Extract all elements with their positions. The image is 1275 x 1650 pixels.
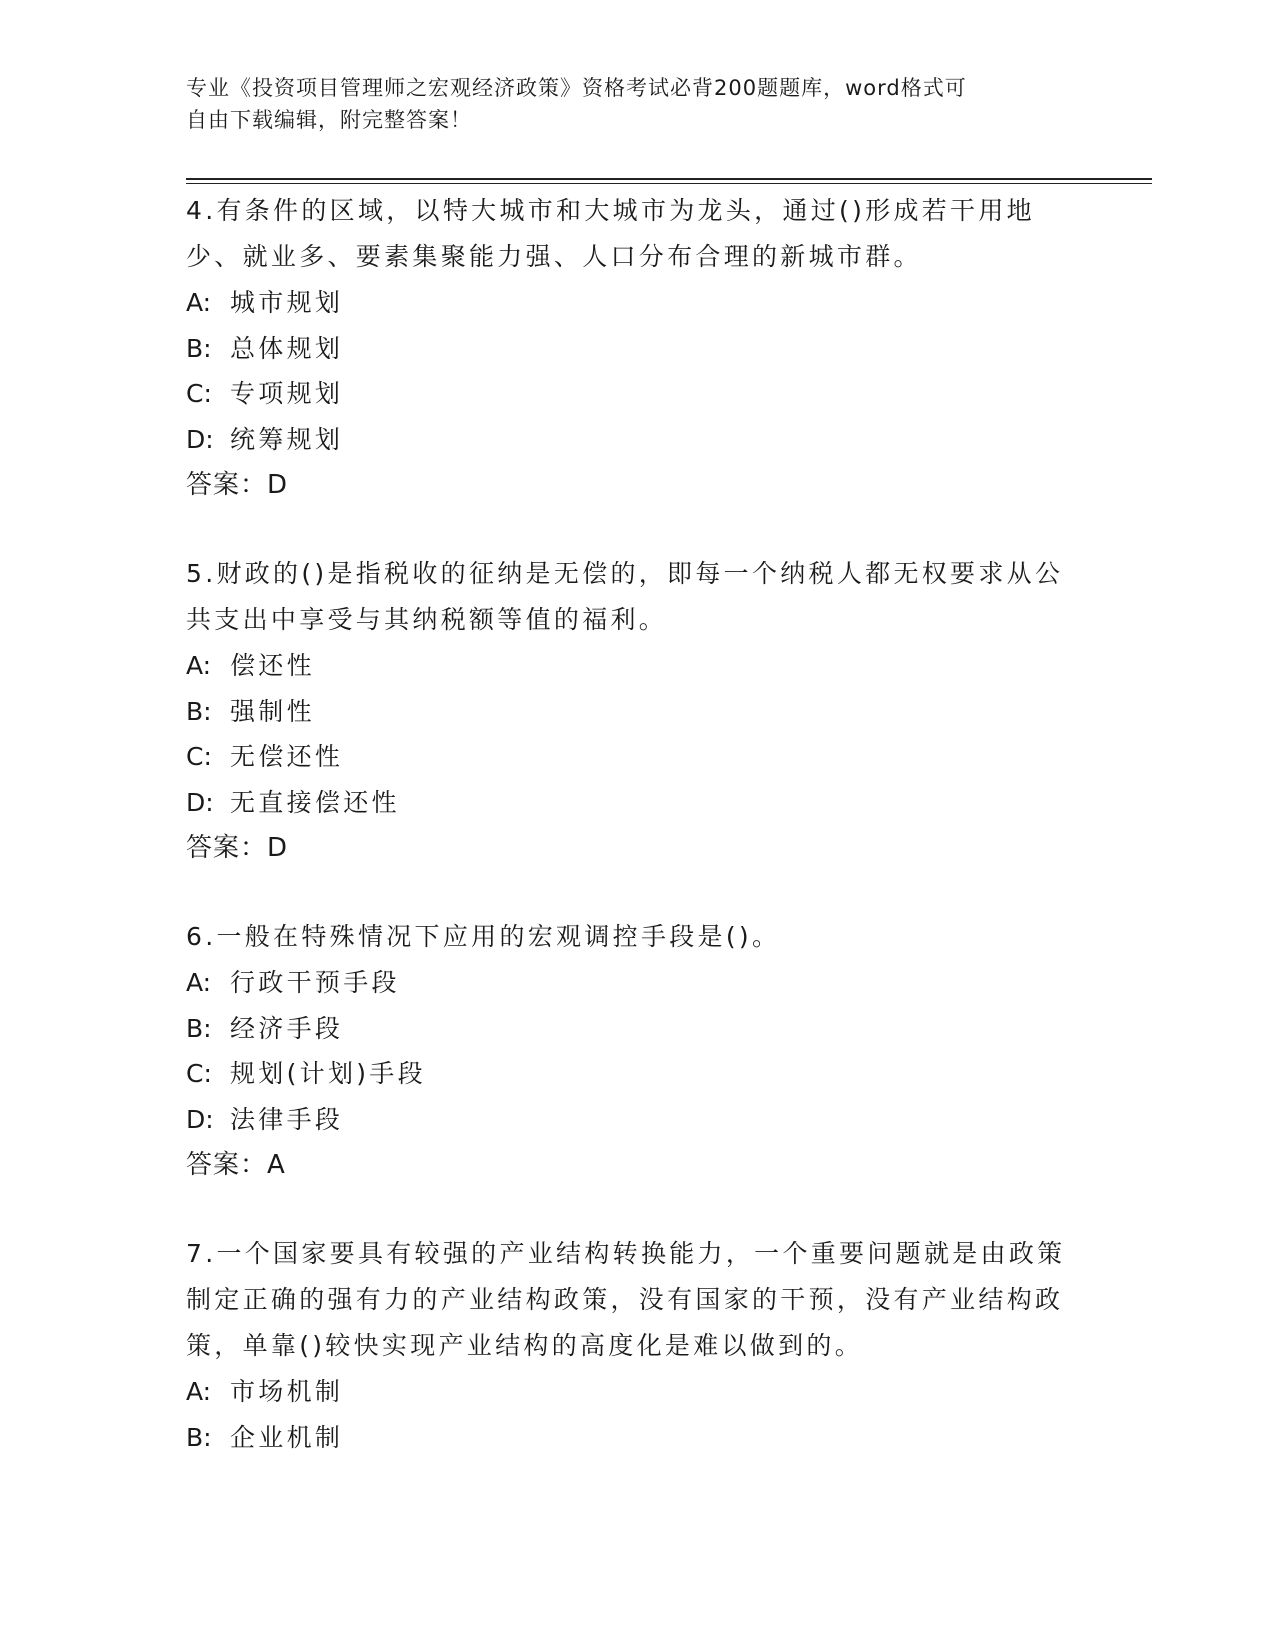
option-label: B: xyxy=(186,1013,212,1043)
option-text: 强制性 xyxy=(230,696,315,726)
document-header xyxy=(186,72,1086,136)
option-c xyxy=(186,371,1086,417)
question-text: 4.有条件的区域，以特大城市和大城市为龙头，通过()形成若干用地少、就业多、要素集聚能力强、人口分布合理的新城市群。 xyxy=(186,196,1035,271)
option-label: C: xyxy=(186,742,212,771)
option-label: C: xyxy=(186,1059,212,1088)
header-line-2: 自由下载编辑，附完整答案！ xyxy=(186,108,472,132)
option-label: A: xyxy=(186,968,212,997)
option-text: 经济手段 xyxy=(230,1013,344,1043)
option-label: A: xyxy=(186,1377,212,1406)
option-a xyxy=(186,1369,1086,1415)
option-label: B: xyxy=(186,696,212,726)
header-divider-thick xyxy=(186,178,1152,180)
option-b xyxy=(186,326,1086,372)
option-text: 无偿还性 xyxy=(230,742,344,771)
answer: 答案：D xyxy=(186,833,289,863)
option-a xyxy=(186,643,1086,689)
answer: 答案：A xyxy=(186,1150,286,1180)
header-line-1: 专业《投资项目管理师之宏观经济政策》资格考试必背200题题库，word格式可 xyxy=(186,76,967,100)
option-d xyxy=(186,780,1086,826)
option-text: 偿还性 xyxy=(230,651,315,680)
question-5 xyxy=(186,551,1086,871)
option-a xyxy=(186,280,1086,326)
option-b xyxy=(186,689,1086,735)
option-label: C: xyxy=(186,379,212,408)
option-d xyxy=(186,417,1086,463)
option-a xyxy=(186,960,1086,1006)
option-text: 法律手段 xyxy=(230,1104,344,1134)
option-c xyxy=(186,734,1086,780)
option-label: A: xyxy=(186,651,212,680)
question-list xyxy=(186,188,1086,1503)
question-text: 5.财政的()是指税收的征纳是无偿的，即每一个纳税人都无权要求从公共支出中享受与其纳税额等值的福利。 xyxy=(186,559,1064,634)
option-c xyxy=(186,1051,1086,1097)
option-text: 专项规划 xyxy=(230,379,344,408)
option-text: 统筹规划 xyxy=(230,424,344,454)
option-text: 城市规划 xyxy=(230,288,344,317)
answer: 答案：D xyxy=(186,470,289,500)
question-4 xyxy=(186,188,1086,508)
option-label: D: xyxy=(186,424,214,454)
option-text: 行政干预手段 xyxy=(230,968,400,997)
option-label: B: xyxy=(186,333,212,363)
option-text: 总体规划 xyxy=(230,333,344,363)
question-text: 6.一般在特殊情况下应用的宏观调控手段是()。 xyxy=(186,922,781,951)
option-d xyxy=(186,1097,1086,1143)
option-label: B: xyxy=(186,1422,212,1452)
question-text: 7.一个国家要具有较强的产业结构转换能力，一个重要问题就是由政策制定正确的强有力的产业结构政策，没有国家的干预，没有产业结构政策，单靠()较快实现产业结构的高度化是难以做到的。 xyxy=(186,1239,1066,1360)
header-divider-thin xyxy=(186,183,1152,184)
question-7 xyxy=(186,1231,1086,1460)
option-b xyxy=(186,1006,1086,1052)
question-6 xyxy=(186,914,1086,1188)
option-text: 企业机制 xyxy=(230,1422,344,1452)
option-label: D: xyxy=(186,1104,214,1134)
option-text: 无直接偿还性 xyxy=(230,787,400,817)
option-text: 市场机制 xyxy=(230,1377,344,1406)
option-b xyxy=(186,1415,1086,1461)
option-label: A: xyxy=(186,288,212,317)
option-text: 规划(计划)手段 xyxy=(230,1059,426,1088)
option-label: D: xyxy=(186,787,214,817)
